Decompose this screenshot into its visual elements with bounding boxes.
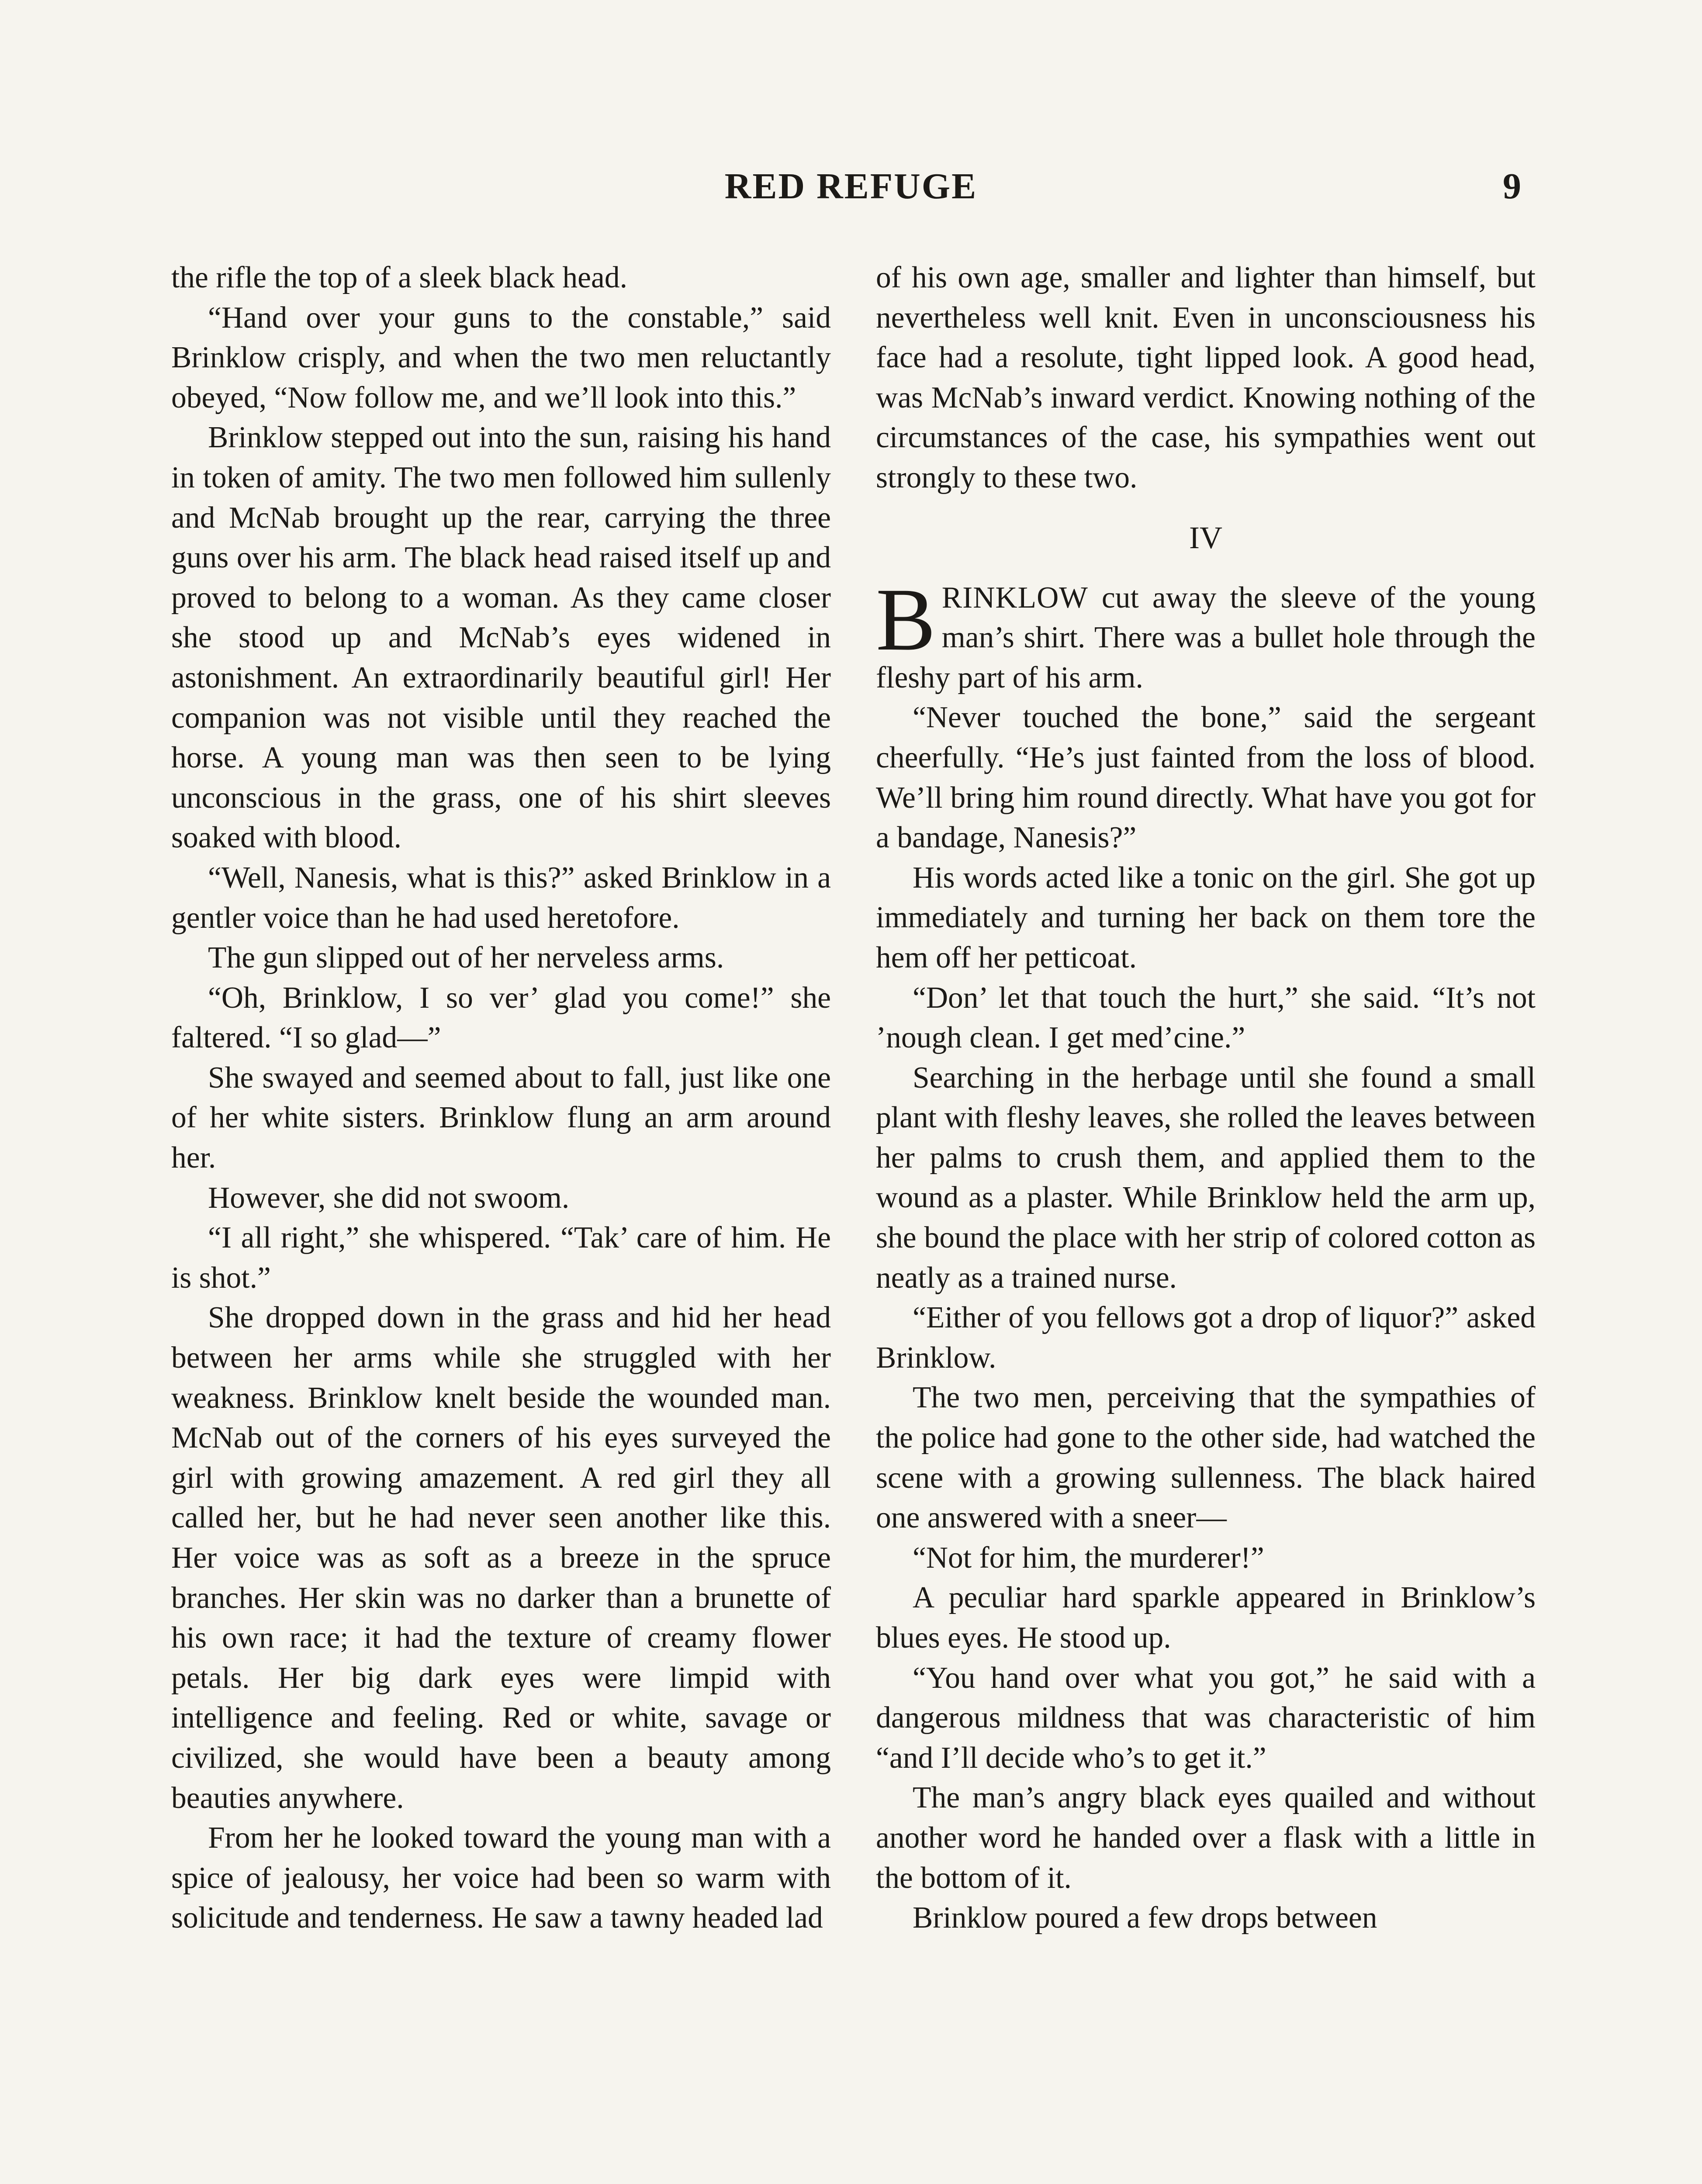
- paragraph: From her he looked toward the young man with a spice of jealousy, her voice had been so warm with solicitude and tenderness. He saw a tawny headed lad: [171, 1821, 831, 1935]
- paragraph: The man’s angry black eyes quailed and without another word he handed over a flask with a little in the bottom of it.: [876, 1781, 1536, 1895]
- paragraph: Brinklow stepped out into the sun, raising his hand in token of amity. The two men followed him sullenly and McNab brought up the rear, carrying the three guns over his arm. The black head raised itself up and proved to belong to a woman. As they came closer she stood up and McNab’s eyes widened in astonishment. An extraordinarily beautiful girl! Her companion was not visible until they reached the horse. A young man was then seen to be lying unconscious in the grass, one of his shirt sleeves soaked with blood.: [171, 421, 831, 855]
- paragraph: of his own age, smaller and lighter than himself, but nevertheless well knit. Even in unconsciousness his face had a resolute, tight lipped look. A good head, was McNab’s inward verdict. Knowing nothing of the circumstances of the case, his sympathies went out strongly to these two.: [876, 261, 1536, 494]
- paragraph: the rifle the top of a sleek black head.: [171, 261, 627, 294]
- paragraph: “Either of you fellows got a drop of liquor?” asked Brinklow.: [876, 1301, 1536, 1375]
- paragraph: “Well, Nanesis, what is this?” asked Brinklow in a gentler voice than he had used heretofore.: [171, 860, 831, 935]
- paragraph: However, she did not swoom.: [208, 1181, 570, 1215]
- section-heading: IV: [1189, 520, 1222, 555]
- paragraph: The gun slipped out of her nerveless arms.: [208, 941, 724, 975]
- paragraph: The two men, perceiving that the sympathies of the police had gone to the other side, had watched the scene with a growing sullenness. The black haired one answered with a sneer—: [876, 1381, 1536, 1535]
- paragraph: “Never touched the bone,” said the sergeant cheerfully. “He’s just fainted from the loss of blood. We’ll bring him round directly. What have you got for a bandage, Nanesis?”: [876, 701, 1536, 855]
- paragraph: “Hand over your guns to the constable,” said Brinklow crisply, and when the two men reluctantly obeyed, “Now follow me, and we’ll look into this.”: [171, 301, 831, 415]
- paragraph: “Oh, Brinklow, I so ver’ glad you come!” she faltered. “I so glad—”: [171, 981, 831, 1055]
- page-header: [0, 165, 1702, 218]
- paragraph: His words acted like a tonic on the girl. She got up immediately and turning her back on them tore the hem off her petticoat.: [876, 860, 1536, 975]
- right-column: [876, 258, 1536, 1938]
- left-column: [171, 258, 831, 1938]
- drop-cap-paragraph-text: cut away the sleeve of the young man’s shirt. There was a bullet hole through the fleshy part of his arm.: [876, 581, 1536, 695]
- drop-cap-word: RINKLOW: [941, 581, 1088, 615]
- paragraph: She dropped down in the grass and hid her head between her arms while she struggled with her weakness. Brinklow knelt beside the wounded man. McNab out of the corners of his eyes surveyed the girl with growing amazement. A red girl they all called her, but he had never seen another like this. Her voice was as soft as a breeze in the spruce branches. Her skin was no darker than a brunette of his own race; it had the texture of creamy flower petals. Her big dark eyes were limpid with intelligence and feeling. Red or white, savage or civilized, she would have been a beauty among beauties anywhere.: [171, 1301, 831, 1815]
- paragraph: Brinklow poured a few drops between: [913, 1901, 1377, 1935]
- paragraph: “Don’ let that touch the hurt,” she said. “It’s not ’nough clean. I get med’cine.”: [876, 981, 1536, 1055]
- paragraph: “I all right,” she whispered. “Tak’ care of him. He is shot.”: [171, 1221, 831, 1295]
- running-title: RED REFUGE: [724, 166, 978, 207]
- drop-cap-letter: B: [876, 570, 936, 669]
- paragraph: A peculiar hard sparkle appeared in Brinklow’s blues eyes. He stood up.: [876, 1581, 1536, 1655]
- paragraph: Searching in the herbage until she found a small plant with fleshy leaves, she rolled the leaves between her palms to crush them, and applied them to the wound as a plaster. While Brinklow held the arm up, she bound the place with her strip of colored cotton as neatly as a trained nurse.: [876, 1061, 1536, 1295]
- paragraph: She swayed and seemed about to fall, just like one of her white sisters. Brinklow flung an arm around her.: [171, 1061, 831, 1175]
- paragraph: “You hand over what you got,” he said with a dangerous mildness that was characteristic of him “and I’ll decide who’s to get it.”: [876, 1661, 1536, 1775]
- paragraph: “Not for him, the murderer!”: [913, 1541, 1264, 1575]
- page-number: 9: [1503, 166, 1521, 207]
- drop-cap-paragraph: [876, 570, 1536, 698]
